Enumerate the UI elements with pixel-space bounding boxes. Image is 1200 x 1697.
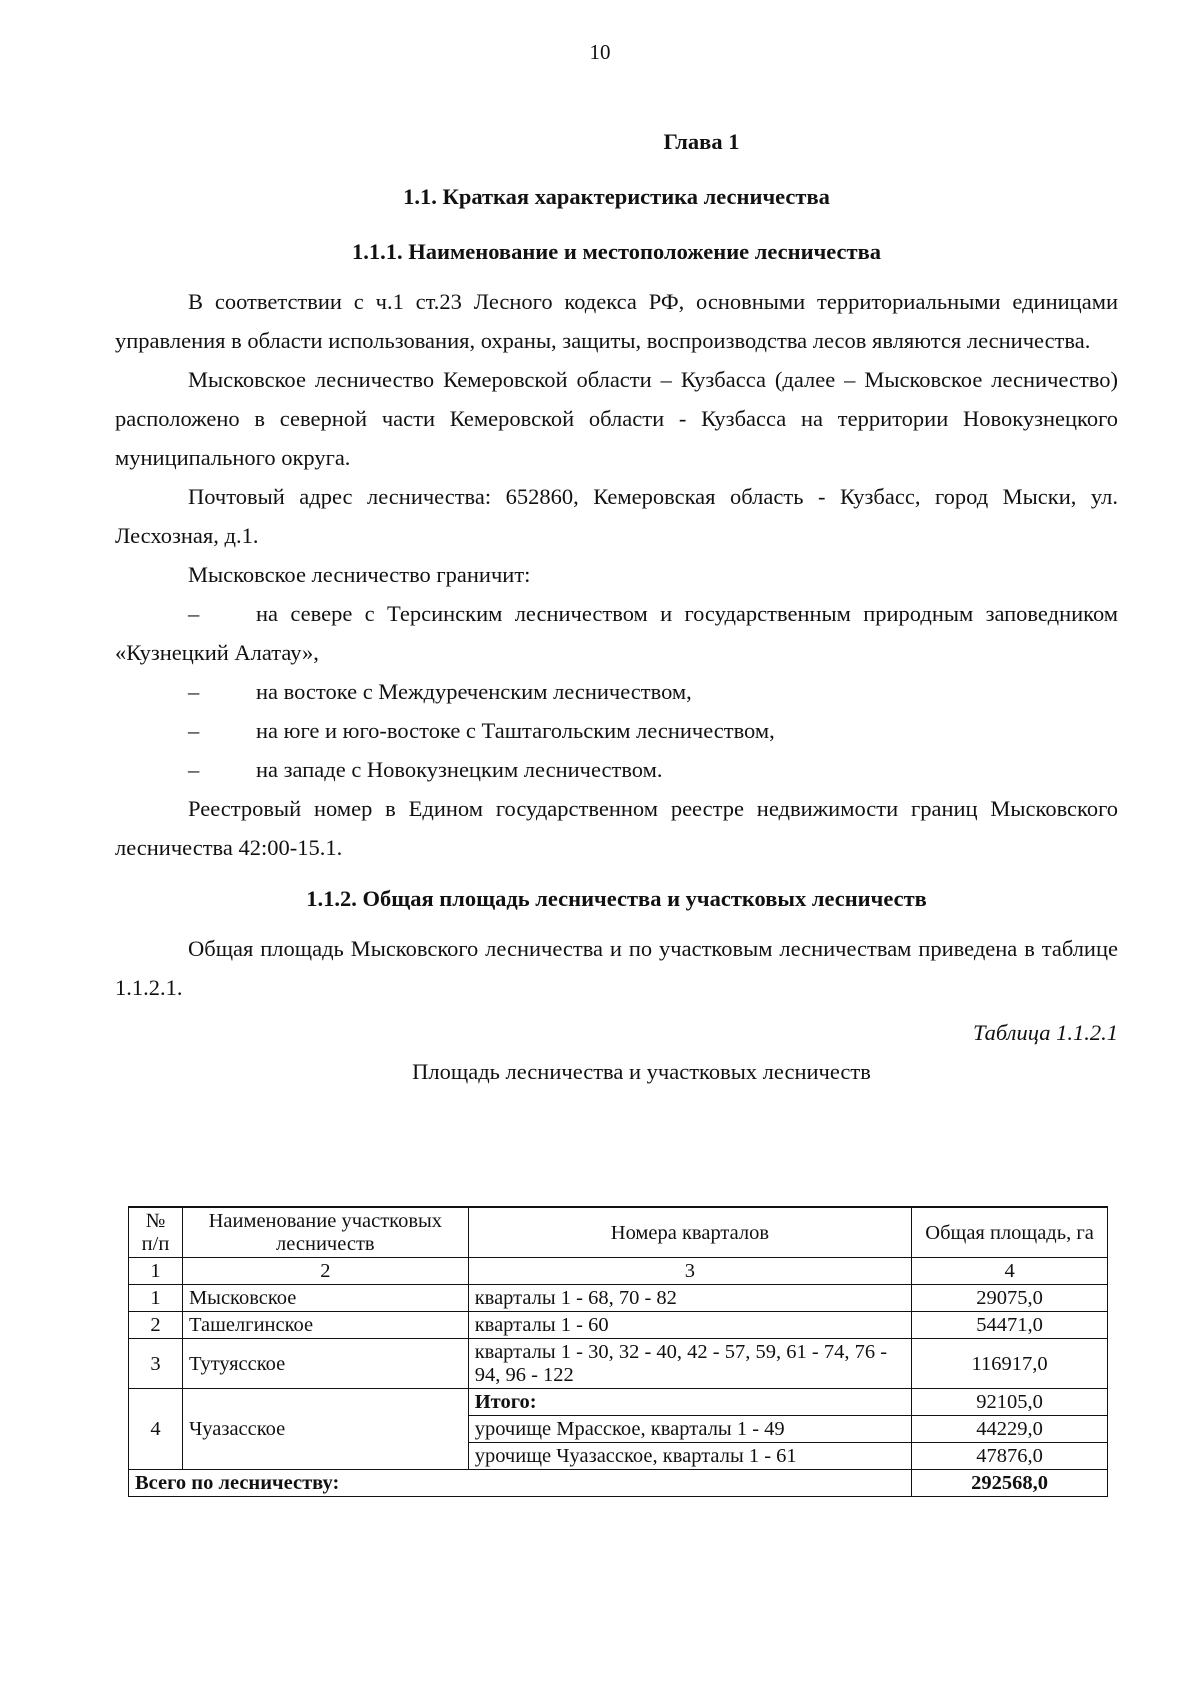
paragraph-legal-basis: В соответствии с ч.1 ст.23 Лесного кодекса РФ, основными территориальными единицами управления в области использования, охраны, защиты, воспроизводства лесов являются лесничества. bbox=[115, 289, 1118, 353]
chapter-heading: Глава 1 bbox=[663, 129, 740, 154]
row-name: Мысковское bbox=[182, 1285, 468, 1312]
table-row bbox=[129, 1285, 1108, 1312]
table-header-row bbox=[129, 1207, 1108, 1258]
paragraph-area-intro: Общая площадь Мысковского лесничества и по участковым лесничествам приведена в таблице 1.1.2.1. bbox=[115, 936, 1118, 1000]
row-quarters: кварталы 1 - 30, 32 - 40, 42 - 57, 59, 61 - 74, 76 - 94, 96 - 122 bbox=[468, 1339, 911, 1389]
row-quarters: кварталы 1 - 68, 70 - 82 bbox=[468, 1285, 911, 1312]
border-item-text: на севере с Терсинским лесничеством и государственным природным заповедником «Кузнецкий Алатау», bbox=[115, 601, 1118, 665]
row-area: 92105,0 bbox=[912, 1389, 1108, 1416]
area-table bbox=[128, 1206, 1108, 1497]
row-area: 47876,0 bbox=[912, 1443, 1108, 1470]
row-area: 44229,0 bbox=[912, 1416, 1108, 1443]
row-quarters: урочище Чуазасское, кварталы 1 - 61 bbox=[468, 1443, 911, 1470]
row-num: 3 bbox=[129, 1339, 183, 1389]
table-total-row bbox=[129, 1470, 1108, 1497]
table-label: Таблица 1.1.2.1 bbox=[972, 1020, 1118, 1045]
total-label: Всего по лесничеству: bbox=[129, 1470, 912, 1497]
row-num: 2 bbox=[129, 1312, 183, 1339]
table-caption: Площадь лесничества и участковых лесничеств bbox=[412, 1059, 871, 1084]
row-name: Ташелгинское bbox=[182, 1312, 468, 1339]
row-name: Чуазасское bbox=[182, 1389, 468, 1470]
table-row bbox=[129, 1339, 1108, 1389]
row-num: 1 bbox=[129, 1285, 183, 1312]
table-row bbox=[129, 1389, 1108, 1416]
document-body bbox=[115, 122, 1118, 1091]
row-area: 116917,0 bbox=[912, 1339, 1108, 1389]
dash-marker: – bbox=[188, 718, 200, 743]
dash-marker: – bbox=[188, 679, 200, 704]
paragraph-registry-number: Реестровый номер в Едином государственном реестре недвижимости границ Мысковского лесничества 42:00-15.1. bbox=[115, 796, 1118, 860]
row-subtotal-label: Итого: bbox=[468, 1389, 911, 1416]
table-index-row bbox=[129, 1258, 1108, 1285]
index-cell: 3 bbox=[468, 1258, 911, 1285]
row-area: 29075,0 bbox=[912, 1285, 1108, 1312]
border-item-west bbox=[115, 750, 1118, 789]
subsection-heading-1: 1.1.1. Наименование и местоположение лесничества bbox=[351, 239, 881, 264]
section-heading: 1.1. Краткая характеристика лесничества bbox=[403, 184, 830, 209]
row-name: Тутуясское bbox=[182, 1339, 468, 1389]
paragraph-postal-address: Почтовый адрес лесничества: 652860, Кемеровская область - Кузбасс, город Мыски, ул. Лесхозная, д.1. bbox=[115, 484, 1118, 548]
dash-marker: – bbox=[188, 601, 200, 626]
total-area: 292568,0 bbox=[912, 1470, 1108, 1497]
page-number: 10 bbox=[589, 40, 611, 64]
border-item-south bbox=[115, 711, 1118, 750]
border-item-text: на западе с Новокузнецким лесничеством. bbox=[256, 757, 663, 782]
paragraph-location: Мысковское лесничество Кемеровской области – Кузбасса (далее – Мысковское лесничество) расположено в северной части Кемеровской области - Кузбасса на территории Новокузнецкого муниципального округа. bbox=[115, 367, 1118, 470]
dash-marker: – bbox=[188, 757, 200, 782]
paragraph-borders-intro: Мысковское лесничество граничит: bbox=[188, 562, 531, 587]
header-name: Наименование участковых лесничеств bbox=[182, 1207, 468, 1258]
border-item-north bbox=[115, 594, 1118, 672]
header-num: № п/п bbox=[129, 1207, 183, 1258]
row-area: 54471,0 bbox=[912, 1312, 1108, 1339]
row-quarters: кварталы 1 - 60 bbox=[468, 1312, 911, 1339]
border-item-east bbox=[115, 672, 1118, 711]
subsection-heading-2: 1.1.2. Общая площадь лесничества и участковых лесничеств bbox=[306, 886, 927, 911]
header-quarters: Номера кварталов bbox=[468, 1207, 911, 1258]
index-cell: 2 bbox=[182, 1258, 468, 1285]
header-area: Общая площадь, га bbox=[912, 1207, 1108, 1258]
border-item-text: на востоке с Междуреченским лесничеством, bbox=[256, 679, 692, 704]
row-num: 4 bbox=[129, 1389, 183, 1470]
index-cell: 4 bbox=[912, 1258, 1108, 1285]
index-cell: 1 bbox=[129, 1258, 183, 1285]
border-item-text: на юге и юго-востоке с Таштагольским лесничеством, bbox=[256, 718, 775, 743]
row-quarters: урочище Мрасское, кварталы 1 - 49 bbox=[468, 1416, 911, 1443]
table-row bbox=[129, 1312, 1108, 1339]
